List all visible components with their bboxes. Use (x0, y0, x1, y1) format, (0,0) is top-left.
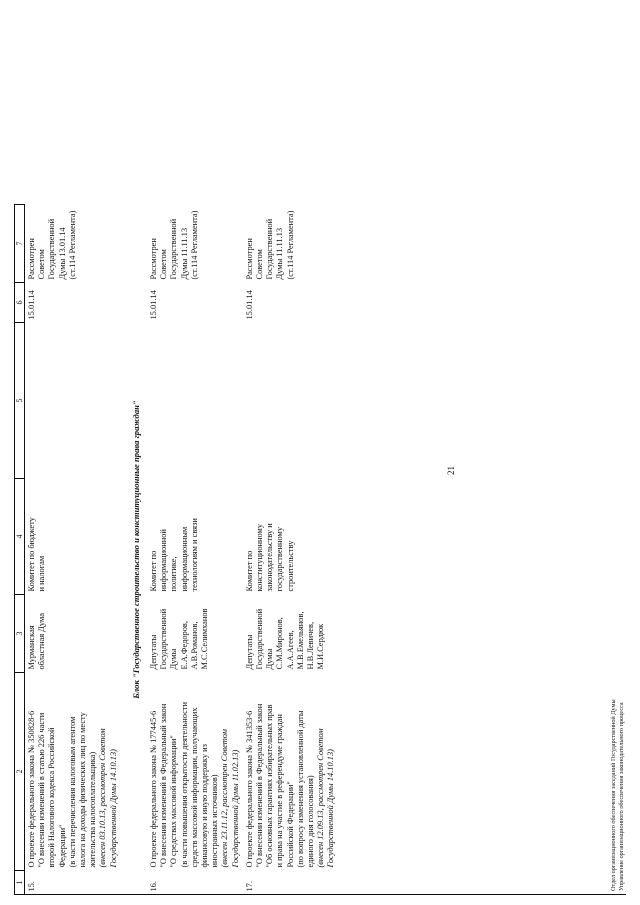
row-number: 17. (244, 881, 254, 892)
author-line: областная Дума (37, 613, 47, 670)
bill-text-line: иностранных источников) (210, 774, 220, 868)
committee-cell (147, 479, 243, 595)
committee-line: Комитет по бюджету (27, 517, 36, 592)
bill-text-line: О проекте федерального закона № 177445-6 (149, 710, 159, 868)
status-cell (25, 205, 121, 283)
table-row (25, 205, 121, 895)
committee-cell (25, 479, 121, 595)
bill-text-line: "О внесении изменений в Федеральный закон (159, 703, 169, 868)
status-line: (ст.114 Регламента) (189, 210, 199, 280)
bill-note-line: (внесен 23.11.12, рассмотрен Советом (220, 728, 230, 868)
row-number: 16. (149, 881, 159, 892)
status-cell (243, 205, 339, 283)
committee-line: Комитет по (149, 550, 159, 592)
row-number: 15. (27, 881, 36, 892)
status-line: Думы 11.11.13 (179, 227, 189, 280)
status-cell (147, 205, 243, 283)
committee-line: конституционному (255, 523, 265, 592)
committee-line: информационным (179, 526, 189, 592)
footer-line: Управление организационного обеспечения законодательного процесса (617, 702, 625, 891)
footer-line: Отдел организационного обеспечения заседаний Государственной Думы (610, 699, 617, 891)
committee-line: государственному (275, 526, 285, 592)
author-cell (243, 595, 339, 673)
author-line: М.В.Емельянов, (295, 611, 305, 670)
bill-text-line: "О внесении изменений в Федеральный закон (255, 703, 265, 868)
page-number: 21 (446, 466, 456, 475)
bill-text-line: (по вопросу изменения установленной даты (295, 710, 305, 868)
author-line: А.А.Агеев, (285, 630, 295, 670)
bill-text-line: средств массовой информации, получающих (189, 707, 199, 868)
committee-line: Комитет по (244, 550, 254, 592)
bill-description (147, 673, 243, 871)
bill-text-line: и права на участие в референдуме граждан (275, 714, 285, 868)
bill-note (98, 676, 118, 868)
bill-text-line: О проекте федерального закона № 350828-6 (27, 710, 36, 868)
bill-text-line: финансовую и иную поддержку из (200, 744, 210, 868)
bill-note-line: Государственной Думы 14.10.13) (326, 749, 336, 868)
column-header: 2 (15, 673, 25, 871)
author-line: Депутаты (149, 634, 159, 670)
author-cell (147, 595, 243, 673)
column-header-row (15, 205, 25, 895)
author-line: М.И.Сердюк (316, 623, 326, 670)
status-line: Рассмотрен (27, 238, 36, 280)
column-header: 7 (15, 205, 25, 283)
bill-note-line: Государственной Думы 11.02.13) (230, 749, 240, 868)
bill-description (243, 673, 339, 871)
author-line: Н.В.Левичев, (306, 621, 316, 670)
committee-cell (243, 479, 339, 595)
bill-text-line: "О средствах массовой информации" (169, 735, 179, 868)
date-cell: 15.01.14 (149, 290, 159, 320)
column-header: 6 (15, 283, 25, 323)
bill-description (25, 673, 121, 871)
bill-text-line: "Об основных гарантиях избирательных прав (265, 704, 275, 868)
column-header: 1 (15, 871, 25, 895)
bill-text-line: Федерации" (57, 824, 67, 868)
bill-text-line: Российской Федерации" (285, 781, 295, 868)
status-line: Государственной (169, 218, 179, 280)
bill-text-line: (в части перечисления налоговым агентом (67, 716, 77, 868)
column-header: 5 (15, 323, 25, 479)
committee-line: технологиям и связи (189, 518, 199, 592)
committee-line: и налогам (37, 555, 47, 592)
author-line: Государственной (255, 608, 265, 670)
empty-cell (147, 323, 243, 479)
author-line: Думы (169, 648, 179, 670)
author-cell (25, 595, 121, 673)
empty-cell (243, 323, 339, 479)
column-header: 3 (15, 595, 25, 673)
status-line: (ст.114 Регламента) (285, 210, 295, 280)
committee-line: политике, (169, 556, 179, 592)
bill-text-line: "О внесении изменений в статью 226 части (37, 712, 47, 868)
table-row (147, 205, 243, 895)
bill-note (316, 676, 336, 868)
bill-text-line: единого дня голосования) (306, 775, 316, 868)
column-header: 4 (15, 479, 25, 595)
status-line: Государственной (265, 218, 275, 280)
bill-note-line: (внесен 12.09.13, рассмотрен Советом (316, 728, 326, 868)
table-left-border (14, 894, 626, 895)
bill-note-line: Государственной Думы 14.10.13) (108, 749, 118, 868)
author-line: С.М.Миронов, (275, 617, 285, 670)
agenda-table (14, 204, 339, 895)
bill-text-line: налога на доходы физических лиц по месту (78, 712, 88, 868)
status-line: Советом (255, 249, 265, 280)
status-line: Думы 13.01.14 (57, 227, 67, 280)
author-line: Мурманская (27, 625, 36, 670)
bill-text-line: второй Налогового кодекса Российской (47, 727, 57, 868)
author-line: Думы (265, 648, 275, 670)
status-line: Думы 11.11.13 (275, 227, 285, 280)
status-line: Государственной (47, 218, 57, 280)
committee-line: информационной (159, 529, 169, 592)
bill-text-line: (в части повышения открытости деятельности (179, 701, 189, 868)
page-footer (610, 699, 625, 891)
date-cell: 15.01.14 (27, 290, 36, 320)
author-line: М.С.Селимханов (200, 608, 210, 670)
status-line: Рассмотрен (244, 238, 254, 280)
empty-cell (25, 323, 121, 479)
author-line: Е.А.Федоров, (179, 621, 189, 670)
committee-line: законодательству и (265, 523, 275, 592)
committee-line: строительству (285, 540, 295, 592)
table-row (243, 205, 339, 895)
status-line: (ст.114 Регламента) (67, 210, 77, 280)
bill-text-line: жительства налогоплательщика) (88, 751, 98, 868)
status-line: Рассмотрен (149, 238, 159, 280)
date-cell: 15.01.14 (244, 290, 254, 320)
author-line: Государственной (159, 608, 169, 670)
bill-note-line: (внесен 03.10.13, рассмотрен Советом (98, 728, 108, 868)
status-line: Советом (37, 249, 47, 280)
block-title: Блок "Государственное строительство и конституционные права граждан" (130, 400, 141, 699)
status-line: Советом (159, 249, 169, 280)
author-line: Депутаты (244, 634, 254, 670)
author-line: А.В.Романов, (189, 621, 199, 670)
bill-note (220, 676, 240, 868)
block-heading-row (121, 205, 147, 895)
bill-text-line: О проекте федерального закона № 341353-6 (244, 710, 254, 868)
